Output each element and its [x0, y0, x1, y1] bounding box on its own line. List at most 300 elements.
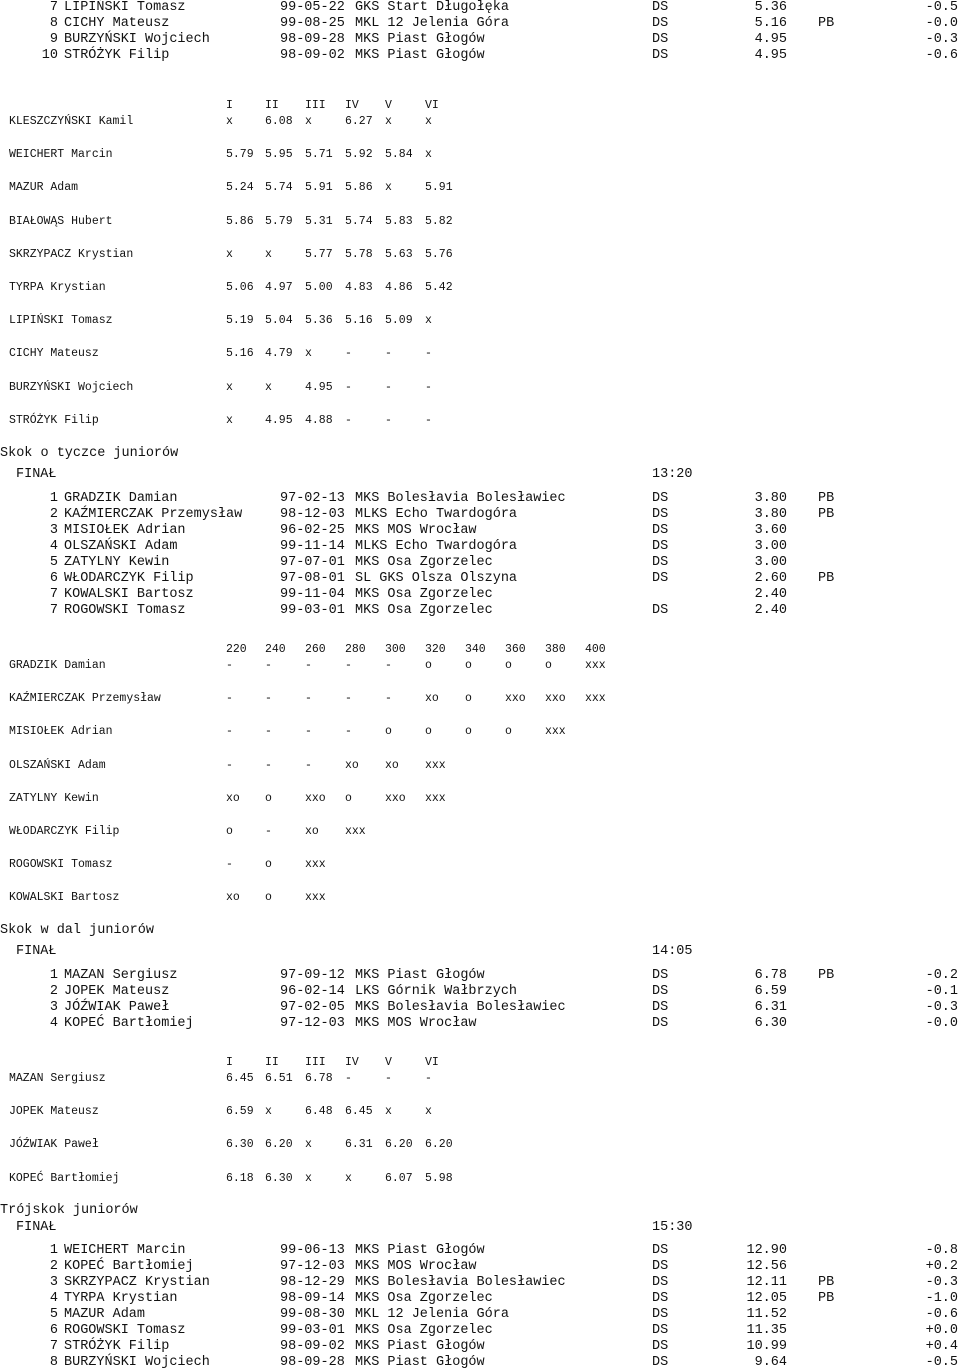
pv-row-category: DS [652, 507, 669, 522]
lj-row-wind: -0.3 [925, 1000, 958, 1015]
lj-men-row-category: DS [652, 48, 669, 63]
pv-heights-header-320: 320 [425, 643, 446, 656]
tj-row-result: 12.11 [746, 1275, 787, 1290]
lj-men-row-birth-date: 98-09-28 [280, 32, 345, 47]
lj-row-birth-date: 97-12-03 [280, 1016, 345, 1031]
pv-heights-athlete-name: WŁODARCZYK Filip [9, 825, 120, 838]
lj-series-attempt: x [305, 1171, 312, 1185]
lj-men-series-athlete-name: TYRPA Krystian [9, 281, 106, 294]
lj-series-header-V: V [385, 1056, 392, 1069]
pv-row-birth-date: 99-03-01 [280, 603, 345, 618]
pole-vault-final-label: FINAŁ [16, 467, 57, 482]
tj-row-athlete-name: WEICHERT Marcin [64, 1243, 186, 1258]
lj-series-attempt: 5.98 [425, 1171, 453, 1185]
pv-row-category: DS [652, 539, 669, 554]
pv-heights-attempt: xo [345, 758, 359, 772]
tj-row-birth-date: 98-09-14 [280, 1291, 345, 1306]
tj-row-wind: -0.5 [925, 1355, 958, 1370]
tj-row-category: DS [652, 1275, 669, 1290]
lj-men-series-attempt: x [226, 380, 233, 394]
lj-series-attempt: 6.51 [265, 1072, 293, 1085]
lj-men-series-attempt: 5.06 [226, 281, 254, 294]
tj-row-athlete-name: SKRZYPACZ Krystian [64, 1275, 210, 1290]
lj-men-row-result: 5.16 [754, 16, 787, 31]
lj-row-place: 1 [49, 968, 58, 983]
lj-men-series-athlete-name: LIPIŃSKI Tomasz [9, 314, 113, 328]
lj-men-series-attempt: 5.79 [226, 148, 254, 162]
tj-row-place: 4 [49, 1291, 58, 1306]
lj-row-wind: -0.1 [925, 984, 958, 999]
tj-row-result: 9.64 [754, 1355, 787, 1370]
lj-men-series-attempt: 5.79 [265, 214, 293, 228]
pv-heights-attempt: xo [226, 891, 240, 905]
pv-row-pb-badge: PB [818, 507, 835, 522]
lj-series-attempt: 6.07 [385, 1171, 413, 1185]
pv-heights-attempt: xxx [585, 692, 606, 706]
lj-men-row-wind: -0.5 [925, 0, 958, 15]
lj-row-wind: -0.0 [925, 1016, 958, 1031]
lj-row-club: LKS Górnik Wałbrzych [355, 984, 518, 999]
lj-men-series-attempt: x [265, 247, 272, 261]
lj-men-row-pb-badge: PB [818, 16, 835, 31]
lj-men-series-attempt: - [385, 380, 392, 394]
tj-row-wind: +0.4 [925, 1339, 958, 1354]
pv-heights-attempt: xxo [505, 692, 526, 706]
lj-men-series-attempt: x [226, 115, 233, 128]
pv-heights-attempt: o [545, 659, 552, 672]
lj-men-row-birth-date: 99-08-25 [280, 16, 345, 31]
lj-men-series-header-II: II [265, 99, 279, 112]
pv-heights-athlete-name: OLSZAŃSKI Adam [9, 758, 106, 772]
tj-row-category: DS [652, 1339, 669, 1354]
lj-row-category: DS [652, 984, 669, 999]
lj-row-result: 6.59 [754, 984, 787, 999]
tj-row-birth-date: 98-12-29 [280, 1275, 345, 1290]
lj-series-attempt: 6.45 [345, 1105, 373, 1119]
tj-row-athlete-name: BURZYŃSKI Wojciech [64, 1355, 210, 1370]
lj-men-series-attempt: x [425, 314, 432, 328]
lj-men-row-birth-date: 99-05-22 [280, 0, 345, 15]
pv-heights-attempt: - [265, 725, 272, 739]
lj-men-series-attempt: 5.84 [385, 148, 413, 162]
pv-heights-attempt: - [345, 725, 352, 739]
lj-series-attempt: 6.30 [226, 1138, 254, 1152]
lj-men-series-attempt: 4.86 [385, 281, 413, 294]
lj-men-row-athlete-name: LIPIŃSKI Tomasz [64, 0, 186, 15]
lj-men-series-attempt: 6.27 [345, 115, 373, 128]
lj-men-series-attempt: 6.08 [265, 115, 293, 128]
lj-men-series-attempt: 5.00 [305, 281, 333, 294]
lj-men-series-attempt: 5.31 [305, 214, 333, 228]
lj-series-attempt: x [305, 1138, 312, 1152]
tj-row-place: 5 [49, 1307, 58, 1322]
pv-heights-header-340: 340 [465, 643, 486, 656]
lj-men-row-athlete-name: CICHY Mateusz [64, 16, 170, 31]
lj-men-series-attempt: 4.95 [305, 380, 333, 394]
pv-row-result: 3.00 [754, 539, 787, 554]
lj-men-row-wind: -0.0 [925, 16, 958, 31]
lj-men-row-place: 10 [41, 48, 58, 63]
lj-men-series-athlete-name: WEICHERT Marcin [9, 148, 113, 162]
pv-heights-header-300: 300 [385, 643, 406, 656]
pv-row-club: MLKS Echo Twardogóra [355, 507, 518, 522]
pv-heights-attempt: xxx [585, 659, 606, 672]
pv-row-result: 3.00 [754, 555, 787, 570]
lj-series-attempt: 6.20 [425, 1138, 453, 1152]
triple-jump-time: 15:30 [652, 1220, 693, 1235]
lj-row-result: 6.78 [754, 968, 787, 983]
tj-row-category: DS [652, 1243, 669, 1258]
pv-heights-attempt: - [305, 692, 312, 706]
lj-men-series-header-III: III [305, 99, 326, 112]
tj-row-club: MKS Osa Zgorzelec [355, 1323, 493, 1338]
lj-series-header-III: III [305, 1056, 326, 1069]
pole-vault-time: 13:20 [652, 467, 693, 482]
lj-men-series-attempt: 4.83 [345, 281, 373, 294]
lj-men-series-attempt: 5.36 [305, 314, 333, 328]
lj-men-row-result: 5.36 [754, 0, 787, 15]
lj-row-athlete-name: KOPEĆ Bartłomiej [64, 1016, 194, 1031]
tj-row-place: 3 [49, 1275, 58, 1290]
tj-row-birth-date: 99-03-01 [280, 1323, 345, 1338]
lj-men-series-attempt: - [345, 380, 352, 394]
lj-men-row-athlete-name: BURZYŃSKI Wojciech [64, 32, 210, 47]
lj-series-attempt: 6.45 [226, 1072, 254, 1085]
lj-men-series-attempt: 4.97 [265, 281, 293, 294]
lj-men-series-attempt: - [345, 413, 352, 427]
pv-heights-attempt: o [425, 659, 432, 672]
tj-row-place: 1 [49, 1243, 58, 1258]
pv-row-category: DS [652, 555, 669, 570]
pv-row-club: MKS Bolesłavia Bolesławiec [355, 491, 566, 506]
pv-row-place: 7 [49, 603, 58, 618]
lj-men-series-attempt: - [425, 413, 432, 427]
lj-men-series-attempt: - [385, 347, 392, 361]
lj-men-series-attempt: 5.19 [226, 314, 254, 328]
pole-vault-title: Skok o tyczce juniorów [0, 446, 179, 461]
tj-row-pb-badge: PB [818, 1291, 835, 1306]
pv-row-birth-date: 98-12-03 [280, 507, 345, 522]
pv-heights-attempt: xxo [545, 692, 566, 706]
pv-row-athlete-name: ROGOWSKI Tomasz [64, 603, 186, 618]
tj-row-birth-date: 98-09-28 [280, 1355, 345, 1370]
lj-row-birth-date: 97-09-12 [280, 968, 345, 983]
lj-men-series-attempt: 5.86 [345, 181, 373, 195]
tj-row-birth-date: 98-09-02 [280, 1339, 345, 1354]
lj-men-series-athlete-name: SKRZYPACZ Krystian [9, 247, 134, 261]
lj-men-row-place: 9 [49, 32, 58, 47]
pv-heights-attempt: xxo [305, 791, 326, 805]
pv-row-result: 2.60 [754, 571, 787, 586]
lj-row-place: 3 [49, 1000, 58, 1015]
lj-series-attempt: x [385, 1105, 392, 1119]
lj-men-series-header-V: V [385, 99, 392, 112]
pv-row-result: 2.40 [754, 603, 787, 618]
lj-series-attempt: 6.30 [265, 1171, 293, 1185]
pv-heights-attempt: xo [226, 791, 240, 805]
tj-row-club: MKS Piast Głogów [355, 1339, 485, 1354]
pv-heights-attempt: o [345, 791, 352, 805]
lj-men-row-club: MKS Piast Głogów [355, 32, 485, 47]
lj-men-series-attempt: 4.79 [265, 347, 293, 361]
lj-series-athlete-name: JÓŹWIAK Paweł [9, 1138, 99, 1152]
tj-row-wind: +0.2 [925, 1259, 958, 1274]
lj-series-attempt: x [265, 1105, 272, 1119]
pv-row-place: 1 [49, 491, 58, 506]
lj-men-series-attempt: - [425, 347, 432, 361]
pv-heights-attempt: - [265, 692, 272, 706]
lj-series-attempt: 6.18 [226, 1171, 254, 1185]
lj-series-athlete-name: KOPEĆ Bartłomiej [9, 1171, 120, 1185]
pv-row-birth-date: 96-02-25 [280, 523, 345, 538]
pv-heights-athlete-name: ROGOWSKI Tomasz [9, 858, 113, 872]
pv-row-athlete-name: KOWALSKI Bartosz [64, 587, 194, 602]
lj-row-category: DS [652, 1000, 669, 1015]
pv-row-category: DS [652, 603, 669, 618]
tj-row-place: 7 [49, 1339, 58, 1354]
pv-heights-attempt: xxx [425, 758, 446, 772]
lj-men-series-attempt: 5.42 [425, 281, 453, 294]
pv-row-place: 4 [49, 539, 58, 554]
lj-row-club: MKS MOS Wrocław [355, 1016, 477, 1031]
lj-men-series-attempt: 5.78 [345, 247, 373, 261]
pv-row-result: 3.80 [754, 491, 787, 506]
triple-jump-final-label: FINAŁ [16, 1220, 57, 1235]
pv-heights-attempt: o [505, 659, 512, 672]
lj-men-row-result: 4.95 [754, 48, 787, 63]
tj-row-place: 6 [49, 1323, 58, 1338]
pv-row-place: 6 [49, 571, 58, 586]
lj-row-athlete-name: JÓŹWIAK Paweł [64, 1000, 170, 1015]
tj-row-result: 12.56 [746, 1259, 787, 1274]
lj-series-attempt: 6.48 [305, 1105, 333, 1119]
lj-row-athlete-name: MAZAN Sergiusz [64, 968, 178, 983]
pv-heights-attempt: - [345, 659, 352, 672]
pv-heights-athlete-name: MISIOŁEK Adrian [9, 725, 113, 739]
lj-men-series-athlete-name: BURZYŃSKI Wojciech [9, 380, 134, 394]
lj-series-attempt: x [345, 1171, 352, 1185]
lj-men-series-attempt: x [425, 148, 432, 162]
pv-row-place: 5 [49, 555, 58, 570]
pv-row-club: MKS Osa Zgorzelec [355, 587, 493, 602]
pv-heights-attempt: o [226, 825, 233, 838]
lj-series-attempt: 6.20 [265, 1138, 293, 1152]
long-jump-time: 14:05 [652, 944, 693, 959]
pv-row-place: 2 [49, 507, 58, 522]
pv-heights-attempt: - [385, 692, 392, 706]
lj-men-row-athlete-name: STRÓŻYK Filip [64, 48, 170, 63]
tj-row-club: MKS Piast Głogów [355, 1355, 485, 1370]
pv-row-athlete-name: OLSZAŃSKI Adam [64, 539, 178, 554]
pv-row-club: SL GKS Olsza Olszyna [355, 571, 518, 586]
lj-row-athlete-name: JOPEK Mateusz [64, 984, 170, 999]
tj-row-birth-date: 99-06-13 [280, 1243, 345, 1258]
lj-men-series-athlete-name: STRÓŻYK Filip [9, 413, 99, 427]
tj-row-wind: -0.8 [925, 1243, 958, 1258]
pv-heights-attempt: - [385, 659, 392, 672]
lj-series-header-I: I [226, 1056, 233, 1069]
pv-heights-header-400: 400 [585, 643, 606, 656]
pv-heights-attempt: o [265, 791, 272, 805]
lj-men-series-attempt: 5.16 [226, 347, 254, 361]
lj-men-row-place: 8 [49, 16, 58, 31]
lj-row-pb-badge: PB [818, 968, 835, 983]
pv-row-birth-date: 97-07-01 [280, 555, 345, 570]
pv-heights-athlete-name: ZATYLNY Kewin [9, 791, 99, 805]
lj-men-series-attempt: x [305, 115, 312, 128]
lj-men-series-attempt: 5.77 [305, 247, 333, 261]
pv-heights-attempt: xxo [385, 791, 406, 805]
pv-heights-attempt: xxx [305, 891, 326, 905]
long-jump-title: Skok w dal juniorów [0, 923, 154, 938]
tj-row-wind: +0.0 [925, 1323, 958, 1338]
lj-men-series-attempt: 5.91 [425, 181, 453, 195]
lj-men-series-attempt: x [305, 347, 312, 361]
pv-heights-attempt: o [465, 659, 472, 672]
pv-row-pb-badge: PB [818, 491, 835, 506]
lj-series-attempt: - [345, 1072, 352, 1085]
pv-row-place: 3 [49, 523, 58, 538]
pv-heights-attempt: - [265, 758, 272, 772]
lj-men-series-attempt: 5.74 [345, 214, 373, 228]
lj-men-series-attempt: 5.71 [305, 148, 333, 162]
lj-men-series-attempt: 5.16 [345, 314, 373, 328]
pv-heights-attempt: o [465, 692, 472, 706]
pv-heights-attempt: xxx [545, 725, 566, 739]
lj-series-athlete-name: MAZAN Sergiusz [9, 1072, 106, 1085]
pv-heights-attempt: xxx [305, 858, 326, 872]
pv-row-birth-date: 97-08-01 [280, 571, 345, 586]
lj-men-series-attempt: - [385, 413, 392, 427]
lj-men-row-club: MKL 12 Jelenia Góra [355, 16, 509, 31]
lj-men-series-attempt: 5.04 [265, 314, 293, 328]
lj-men-series-athlete-name: MAZUR Adam [9, 181, 79, 195]
lj-men-row-club: GKS Start Długołęka [355, 0, 509, 15]
pv-row-category: DS [652, 571, 669, 586]
tj-row-result: 12.90 [746, 1243, 787, 1258]
lj-men-row-category: DS [652, 0, 669, 15]
pv-row-athlete-name: ZATYLNY Kewin [64, 555, 170, 570]
lj-series-header-VI: VI [425, 1056, 439, 1069]
lj-series-attempt: x [425, 1105, 432, 1119]
pv-row-result: 3.80 [754, 507, 787, 522]
pv-heights-athlete-name: KAŹMIERCZAK Przemysław [9, 692, 161, 706]
lj-men-row-result: 4.95 [754, 32, 787, 47]
tj-row-athlete-name: TYRPA Krystian [64, 1291, 178, 1306]
lj-men-series-attempt: x [226, 247, 233, 261]
lj-row-result: 6.31 [754, 1000, 787, 1015]
pv-heights-athlete-name: GRADZIK Damian [9, 659, 106, 672]
pv-heights-athlete-name: KOWALSKI Bartosz [9, 891, 120, 905]
pv-heights-header-280: 280 [345, 643, 366, 656]
lj-row-club: MKS Bolesłavia Bolesławiec [355, 1000, 566, 1015]
pv-heights-attempt: - [226, 858, 233, 872]
lj-men-series-athlete-name: CICHY Mateusz [9, 347, 99, 361]
lj-men-series-attempt: 5.91 [305, 181, 333, 195]
tj-row-result: 12.05 [746, 1291, 787, 1306]
tj-row-club: MKS Osa Zgorzelec [355, 1291, 493, 1306]
tj-row-result: 11.52 [746, 1307, 787, 1322]
pv-heights-attempt: - [305, 659, 312, 672]
pv-row-birth-date: 97-02-13 [280, 491, 345, 506]
tj-row-place: 8 [49, 1355, 58, 1370]
lj-men-row-category: DS [652, 16, 669, 31]
tj-row-pb-badge: PB [818, 1275, 835, 1290]
lj-men-series-attempt: - [425, 380, 432, 394]
pv-heights-header-240: 240 [265, 643, 286, 656]
lj-men-series-header-I: I [226, 99, 233, 112]
lj-series-header-II: II [265, 1056, 279, 1069]
tj-row-athlete-name: ROGOWSKI Tomasz [64, 1323, 186, 1338]
lj-series-attempt: - [425, 1072, 432, 1085]
lj-series-attempt: 6.78 [305, 1072, 333, 1085]
lj-men-series-athlete-name: KLESZCZYŃSKI Kamil [9, 115, 134, 128]
pv-heights-attempt: - [345, 692, 352, 706]
lj-men-series-attempt: 5.76 [425, 247, 453, 261]
tj-row-athlete-name: KOPEĆ Bartłomiej [64, 1259, 194, 1274]
tj-row-result: 10.99 [746, 1339, 787, 1354]
lj-row-place: 4 [49, 1016, 58, 1031]
pv-heights-attempt: - [226, 659, 233, 672]
pv-heights-attempt: o [505, 725, 512, 739]
lj-men-row-wind: -0.3 [925, 32, 958, 47]
lj-row-category: DS [652, 968, 669, 983]
pv-heights-attempt: - [305, 725, 312, 739]
lj-row-result: 6.30 [754, 1016, 787, 1031]
pv-row-club: MLKS Echo Twardogóra [355, 539, 518, 554]
pv-row-birth-date: 99-11-14 [280, 539, 345, 554]
pv-row-result: 2.40 [754, 587, 787, 602]
pv-heights-attempt: o [385, 725, 392, 739]
lj-men-series-attempt: 5.24 [226, 181, 254, 195]
pv-heights-attempt: o [265, 858, 272, 872]
pv-heights-attempt: - [265, 825, 272, 838]
lj-series-attempt: 6.20 [385, 1138, 413, 1152]
lj-men-series-header-VI: VI [425, 99, 439, 112]
pv-row-club: MKS MOS Wrocław [355, 523, 477, 538]
tj-row-club: MKS Bolesłavia Bolesławiec [355, 1275, 566, 1290]
pv-row-athlete-name: KAŹMIERCZAK Przemysław [64, 507, 243, 522]
pv-row-club: MKS Osa Zgorzelec [355, 603, 493, 618]
pv-row-place: 7 [49, 587, 58, 602]
lj-men-row-birth-date: 98-09-02 [280, 48, 345, 63]
pv-row-category: DS [652, 491, 669, 506]
tj-row-birth-date: 99-08-30 [280, 1307, 345, 1322]
pv-heights-attempt: - [226, 692, 233, 706]
lj-series-athlete-name: JOPEK Mateusz [9, 1105, 99, 1119]
lj-men-row-club: MKS Piast Głogów [355, 48, 485, 63]
lj-men-series-attempt: 5.09 [385, 314, 413, 328]
pv-heights-attempt: o [425, 725, 432, 739]
lj-men-series-attempt: x [425, 115, 432, 128]
lj-men-row-wind: -0.6 [925, 48, 958, 63]
lj-row-club: MKS Piast Głogów [355, 968, 485, 983]
tj-row-place: 2 [49, 1259, 58, 1274]
pv-heights-attempt: xo [425, 692, 439, 706]
lj-row-category: DS [652, 1016, 669, 1031]
tj-row-category: DS [652, 1291, 669, 1306]
lj-men-series-attempt: 5.92 [345, 148, 373, 162]
lj-series-attempt: 6.59 [226, 1105, 254, 1119]
lj-series-header-IV: IV [345, 1056, 359, 1069]
lj-men-series-header-IV: IV [345, 99, 359, 112]
tj-row-athlete-name: MAZUR Adam [64, 1307, 146, 1322]
pv-heights-attempt: xo [305, 825, 319, 838]
lj-men-series-attempt: x [265, 380, 272, 394]
lj-men-series-attempt: 5.74 [265, 181, 293, 195]
tj-row-wind: -0.3 [925, 1275, 958, 1290]
pv-heights-header-360: 360 [505, 643, 526, 656]
